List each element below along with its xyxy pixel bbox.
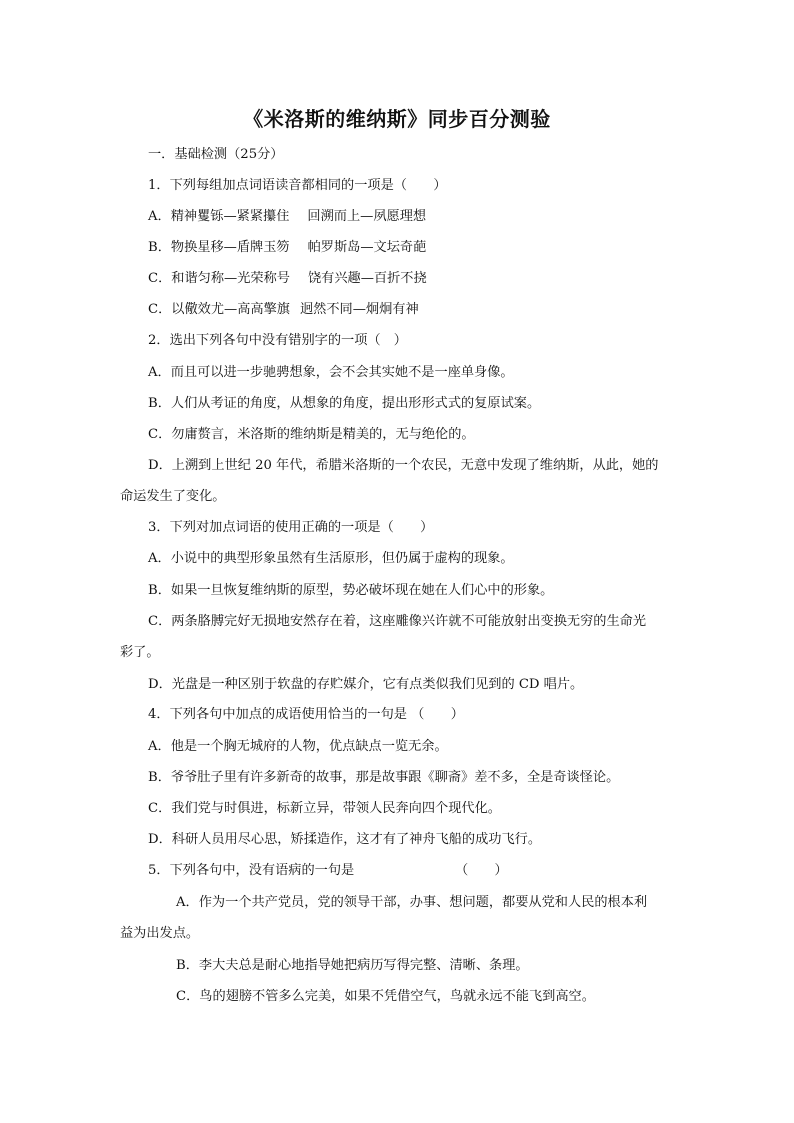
question-1-option-c (148, 269, 427, 289)
question-2-option-c: C．勿庸赘言，米洛斯的维纳斯是精美的，无与绝伦的。 (148, 427, 475, 442)
option-part: C．以儆效尤—高高擎旗 (148, 302, 290, 317)
option-part: 饶有兴趣—百折不挠 (307, 271, 427, 286)
question-1-option-a (148, 207, 426, 227)
question-4-option-c: C．我们党与时俱进，标新立异，带领人民奔向四个现代化。 (148, 801, 501, 816)
question-3-stem: 3．下列对加点词语的使用正确的一项是（ ） (148, 520, 434, 535)
question-5-answer-blank: （ ） (455, 863, 508, 878)
option-part: A．精神矍铄—紧紧攥住 (148, 209, 290, 224)
question-3-option-d: D．光盘是一种区别于软盘的存贮媒介，它有点类似我们见到的 CD 唱片。 (148, 677, 584, 692)
question-5-option-a-cont: 益为出发点。 (120, 926, 200, 941)
question-2-option-d: D．上溯到上世纪 20 年代，希腊米洛斯的一个农民，无意中发现了维纳斯，从此，她的 (148, 458, 659, 473)
page-title: 《米洛斯的维纳斯》同步百分测验 (243, 107, 551, 131)
question-2-option-a: A．而且可以进一步驰骋想象，会不会其实她不是一座单身像。 (148, 365, 514, 380)
question-2-option-d-cont: 命运发生了变化。 (120, 489, 226, 504)
question-4-option-d: D．科研人员用尽心思，矫揉造作，这才有了神舟飞船的成功飞行。 (148, 832, 542, 847)
question-3-option-a: A．小说中的典型形象虽然有生活原形，但仍属于虚构的现象。 (148, 551, 514, 566)
question-2-option-b: B．人们从考证的角度，从想象的角度，提出形形式式的复原试案。 (148, 396, 541, 411)
question-2-stem: 2．选出下列各句中没有错别字的一项（ ） (148, 333, 407, 348)
option-part: C．和谐匀称—光荣称号 (148, 271, 290, 286)
question-5-option-b: B．李大夫总是耐心地指导她把病历写得完整、清晰、条理。 (176, 958, 529, 973)
question-4-option-b: B．爷爷肚子里有许多新奇的故事，那是故事跟《聊斋》差不多，全是奇谈怪论。 (148, 770, 620, 785)
question-3-option-c: C．两条胳膊完好无损地安然存在着，这座雕像兴许就不可能放射出变换无穷的生命光 (148, 614, 647, 629)
question-5-option-a: A．作为一个共产党员，党的领导干部，办事、想问题，都要从党和人民的根本利 (176, 895, 648, 910)
question-1-option-d (148, 300, 419, 320)
question-3-option-c-cont: 彩了。 (120, 645, 160, 660)
option-part: 迥然不同—炯炯有神 (299, 302, 419, 317)
question-5-option-c: C．鸟的翅膀不管多么完美，如果不凭借空气，鸟就永远不能飞到高空。 (176, 989, 595, 1004)
question-4-option-a: A．他是一个胸无城府的人物，优点缺点一览无余。 (148, 739, 448, 754)
option-part: B．物换星移—盾牌玉笏 (148, 240, 290, 255)
question-1-stem: 1．下列每组加点词语读音都相同的一项是（ ） (148, 178, 447, 193)
question-5-stem: 5．下列各句中，没有语病的一句是 (148, 863, 355, 878)
question-4-stem: 4．下列各句中加点的成语使用恰当的一句是 （ ） (148, 707, 464, 722)
question-3-option-b: B．如果一旦恢复维纳斯的原型，势必破坏现在她在人们心中的形象。 (148, 583, 554, 598)
section-heading: 一．基础检测（25分） (148, 147, 284, 162)
option-part: 帕罗斯岛—文坛奇葩 (307, 240, 427, 255)
option-part: 回溯而上—夙愿理想 (307, 209, 427, 224)
question-1-option-b (148, 238, 426, 258)
